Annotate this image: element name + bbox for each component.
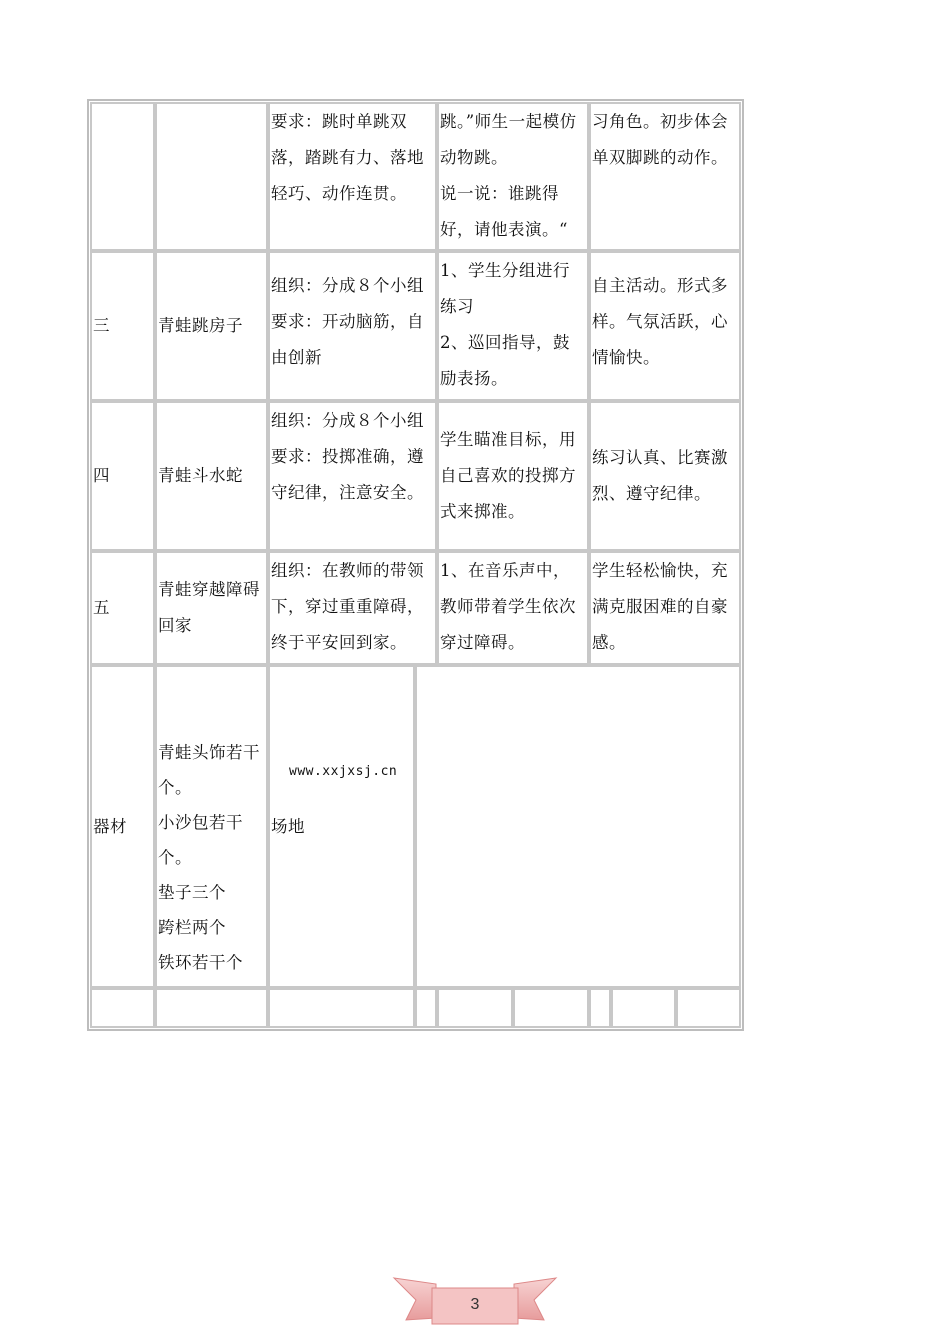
cell-bottom-3 — [268, 988, 415, 1028]
cell-r3-effect: 练习认真、比赛激烈、遵守纪律。 — [589, 401, 741, 551]
cell-bottom-8 — [611, 988, 676, 1028]
site-url: www.xxjxsj.cn — [289, 764, 398, 779]
cell-r3-name: 青蛙斗水蛇 — [155, 401, 268, 551]
page-number: 3 — [470, 1296, 480, 1313]
cell-r3-teacher: 学生瞄准目标，用自己喜欢的投掷方式来掷准。 — [437, 401, 589, 551]
cell-equipment-blank — [415, 665, 741, 988]
cell-r1-teacher: 跳。”师生一起模仿动物跳。 说一说：谁跳得好，请他表演。“ — [437, 102, 589, 251]
cell-r1-requirement: 要求：跳时单跳双落，踏跳有力、落地轻巧、动作连贯。 — [268, 102, 437, 251]
cell-r4-name: 青蛙穿越障碍回家 — [155, 551, 268, 665]
cell-bottom-2 — [155, 988, 268, 1028]
cell-bottom-5 — [437, 988, 513, 1028]
cell-r4-effect: 学生轻松愉快，充满克服困难的自豪感。 — [589, 551, 741, 665]
cell-equipment-label: 器材 — [90, 665, 155, 988]
cell-r1-name — [155, 102, 268, 251]
cell-bottom-1 — [90, 988, 155, 1028]
cell-bottom-6 — [513, 988, 589, 1028]
cell-r3-num: 四 — [90, 401, 155, 551]
cell-r2-teacher: 1、学生分组进行练习 2、巡回指导，鼓励表扬。 — [437, 251, 589, 401]
cell-r2-effect: 自主活动。形式多样。气氛活跃，心情愉快。 — [589, 251, 741, 401]
cell-r2-num: 三 — [90, 251, 155, 401]
cell-r3-organization: 组织：分成８个小组 要求：投掷准确，遵守纪律，注意安全。 — [268, 401, 437, 551]
cell-bottom-7 — [589, 988, 611, 1028]
cell-r2-name: 青蛙跳房子 — [155, 251, 268, 401]
cell-bottom-4 — [415, 988, 437, 1028]
cell-r1-effect: 习角色。初步体会单双脚跳的动作。 — [589, 102, 741, 251]
cell-r1-num — [90, 102, 155, 251]
venue-label: 场地 — [271, 817, 305, 836]
cell-r4-teacher: 1、在音乐声中，教师带着学生依次穿过障碍。 — [437, 551, 589, 665]
cell-r2-organization: 组织：分成８个小组 要求：开动脑筋，自由创新 — [268, 251, 437, 401]
cell-equipment-items: 青蛙头饰若干个。 小沙包若干个。 垫子三个 跨栏两个 铁环若干个 — [155, 665, 268, 988]
cell-r4-organization: 组织：在教师的带领下，穿过重重障碍，终于平安回到家。 — [268, 551, 437, 665]
cell-r4-num: 五 — [90, 551, 155, 665]
cell-equipment-venue — [268, 665, 415, 988]
cell-bottom-9 — [676, 988, 741, 1028]
